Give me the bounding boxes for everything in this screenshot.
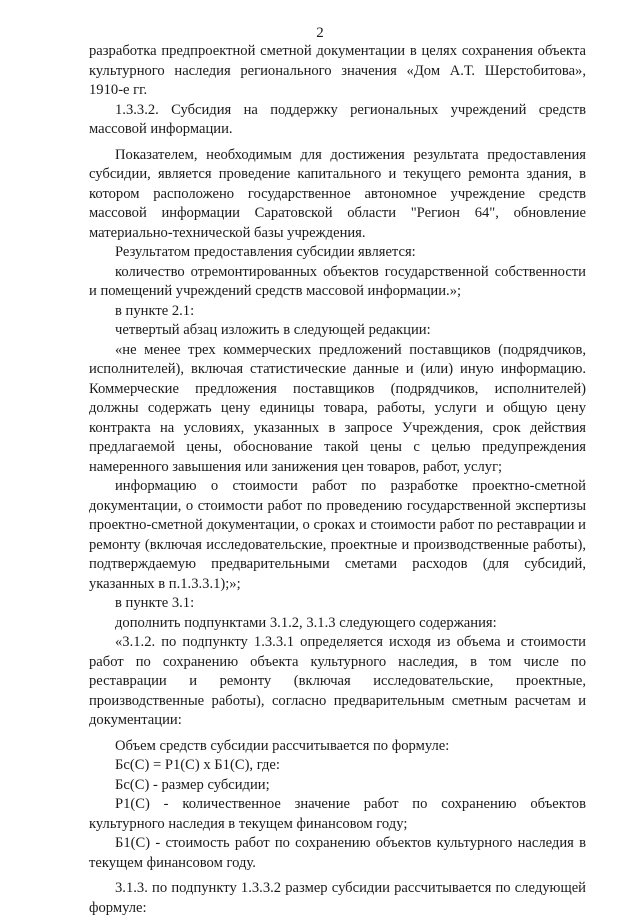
page-number: 2: [316, 25, 324, 41]
paragraph: «3.1.2. по подпункту 1.3.3.1 определяется исходя из объема и стоимости работ по сохранению объекта культурного наследия, в том числе по реставрации и ремонту (включая исследовательские, проектные, производственные работы), согласно предварительным сметным расчетам и документации:: [89, 634, 586, 728]
paragraph: «не менее трех коммерческих предложений поставщиков (подрядчиков, исполнителей), включая статистические данные и (или) иную информацию. Коммерческие предложения поставщиков (подрядчиков, исполнителей) должны содержать цену единицы товара, работы, услуги и общую цену контракта на условиях, указанных в запросе Учреждения, срок действия предлагаемой цены, обоснование такой цены с целью предупреждения намеренного завышения или занижения цен товаров, работ, услуг;: [89, 341, 586, 475]
paragraph: Результатом предоставления субсидии является:: [115, 244, 416, 260]
paragraph: в пункте 2.1:: [115, 302, 195, 319]
paragraph: Бс(С) = Р1(С) х Б1(С), где:: [115, 757, 280, 773]
paragraph: Б1(С) - стоимость работ по сохранению объектов культурного наследия в текущем финансовом году.: [89, 835, 586, 871]
paragraph: 3.1.3. по подпункту 1.3.3.2 размер субсидии рассчитывается по следующей формуле:: [89, 880, 586, 916]
paragraph: четвертый абзац изложить в следующей редакции:: [115, 322, 431, 338]
paragraph: дополнить подпунктами 3.1.2, 3.1.3 следующего содержания:: [115, 614, 497, 631]
paragraph: Р1(С) - количественное значение работ по сохранению объектов культурного наследия в текущем финансовом году;: [89, 796, 586, 832]
paragraph: Показателем, необходимым для достижения результата предоставления субсидии, является проведение капитального и текущего ремонта здания, в котором расположено государственное автономное учреждение средств массовой информации Саратовской области "Регион 64", обновление материально-технической базы учреждения.: [89, 146, 586, 241]
paragraph: количество отремонтированных объектов государственной собственности и помещений учреждений средств массовой информации.»;: [89, 263, 586, 299]
paragraph: 1.3.3.2. Субсидия на поддержку региональных учреждений средств массовой информации.: [89, 101, 586, 137]
paragraph: информацию о стоимости работ по разработке проектно-сметной документации, о стоимости работ по проведению государственной экспертизы проектно-сметной документации, о сроках и стоимости работ по реставрации и ремонту (включая исследовательские, проектные и производственные работы), подтверждаемую предварительными сметами расходов (для субсидий, указанных в п.1.3.3.1);»;: [89, 478, 586, 592]
paragraph: в пункте 3.1:: [115, 595, 195, 611]
paragraph: Объем средств субсидии рассчитывается по формуле:: [115, 737, 450, 754]
document-body: [89, 42, 586, 918]
paragraph: разработка предпроектной сметной документации в целях сохранения объекта культурного наследия регионального значения «Дом А.Т. Шерстобитова», 1910-е гг.: [89, 43, 586, 98]
paragraph: Бс(С) - размер субсидии;: [115, 776, 270, 793]
